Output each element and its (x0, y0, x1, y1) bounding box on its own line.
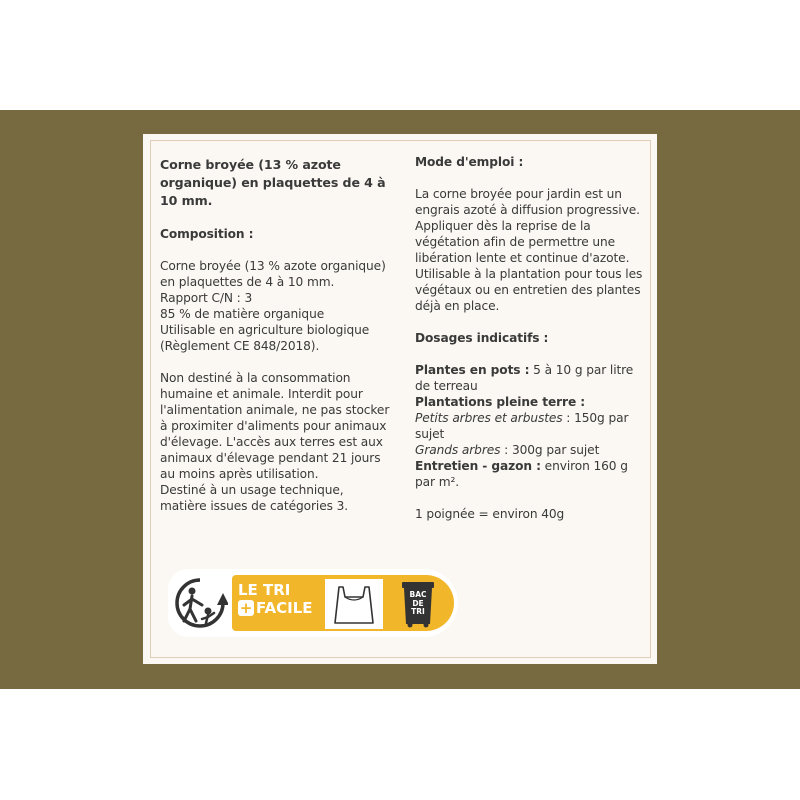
mode-heading: Mode d'emploi : (415, 155, 524, 169)
pots-label: Plantes en pots : (415, 363, 530, 377)
warning-text: Non destiné à la consommation humaine et animale. Interdit pour l'alimentation animale, ne pas stocker à proximiter d'aliments pour animaux d'élevage. L'accès aux terres est aux animaux d'élevage pendant 21 jours au moins après utilisation. (160, 371, 390, 481)
dosage-grands-arbres (415, 442, 647, 458)
pleine-terre-label: Plantations pleine terre : (415, 395, 586, 409)
pots-value: 5 à 10 g par litre de terreau (415, 363, 634, 393)
petits-value: : 150g par sujet (415, 411, 629, 441)
grands-label: Grands arbres (415, 443, 501, 457)
dosage-heading: Dosages indicatifs : (415, 331, 549, 345)
tri-line-2: + FACILE (239, 599, 313, 617)
tri-line-1: LE TRI (238, 581, 291, 599)
right-column (415, 154, 647, 522)
composition-line: Rapport C/N : 3 (160, 291, 253, 305)
triman-icon (172, 577, 228, 629)
composition-line: 85 % de matière organique (160, 307, 325, 321)
bin-label: BAC DE TRI (409, 590, 427, 616)
left-column (160, 154, 390, 514)
tri-facile-text (238, 581, 313, 617)
plus-icon: + (239, 599, 253, 617)
gazon-label: Entretien - gazon : (415, 459, 541, 473)
tri-facile-logo (168, 569, 458, 637)
product-label-card (143, 134, 657, 664)
dosage-gazon (415, 458, 647, 490)
plastic-bag-icon (325, 579, 383, 629)
composition-line: Utilisable en agriculture biologique (Règlement CE 848/2018). (160, 323, 370, 353)
dosage-petits-arbres (415, 410, 647, 442)
dosage-pots (415, 362, 647, 394)
mode-text: La corne broyée pour jardin est un engrais azoté à diffusion progressive. Appliquer dès la reprise de la végétation afin de permettre une libération lente et continue d'azote. Utilisable à la plantation pour tous les végétaux ou en entretien des plantes déjà en place. (415, 187, 643, 313)
grands-value: : 300g par sujet (500, 443, 600, 457)
composition-line: Corne broyée (13 % azote organique) en plaquettes de 4 à 10 mm. (160, 259, 386, 289)
dosage-pleine-terre (415, 394, 647, 410)
poignee-text: 1 poignée = environ 40g (415, 507, 565, 521)
gazon-value: environ 160 g par m². (415, 459, 628, 489)
usage-note: Destiné à un usage technique, matière issues de catégories 3. (160, 483, 349, 513)
product-title: Corne broyée (13 % azote organique) en plaquettes de 4 à 10 mm. (160, 157, 386, 208)
composition-heading: Composition : (160, 227, 254, 241)
petits-label: Petits arbres et arbustes (415, 411, 563, 425)
